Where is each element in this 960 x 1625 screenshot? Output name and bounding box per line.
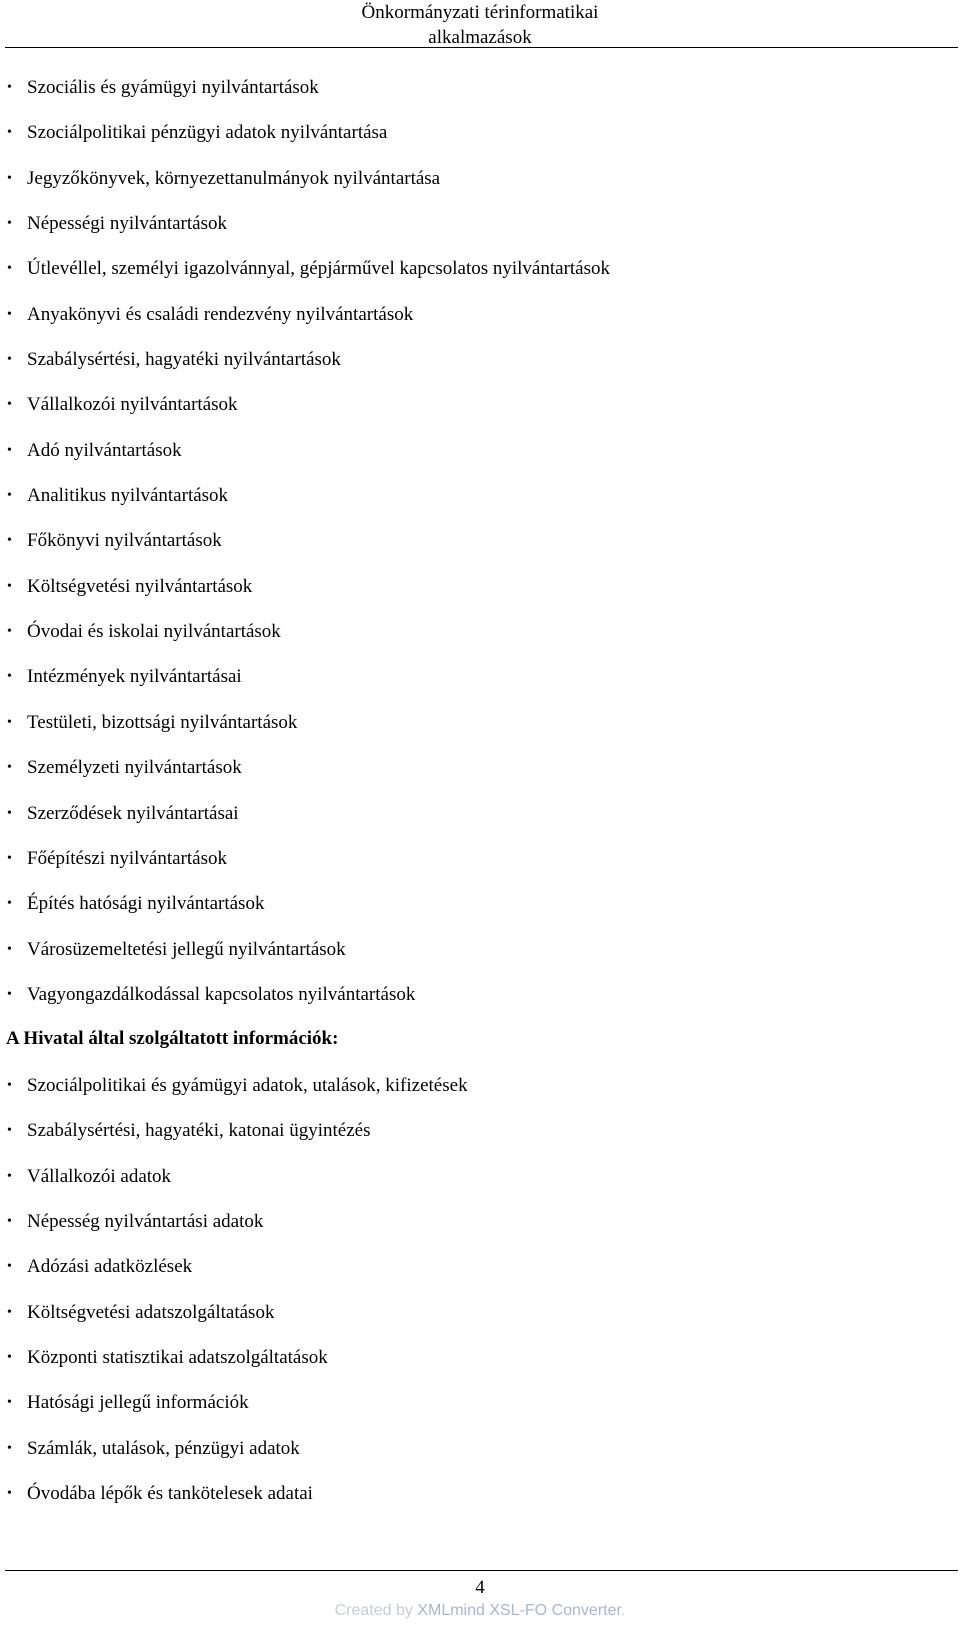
list-item [0, 927, 960, 972]
list-item-text: Szerződések nyilvántartásai [27, 802, 239, 824]
list-item-text: Szociálpolitikai pénzügyi adatok nyilvántartása [27, 122, 388, 144]
list-item [0, 881, 960, 926]
section-heading: A Hivatal által szolgáltatott információk: [6, 1028, 339, 1049]
bullet-marker: • [7, 1168, 12, 1184]
bullet-marker: • [7, 1350, 12, 1366]
list-item [0, 609, 960, 654]
bullet-marker: • [7, 125, 12, 141]
bullet-marker: • [7, 533, 12, 549]
list-item-text: Vállalkozói nyilvántartások [27, 394, 238, 416]
list-item-text: Számlák, utalások, pénzügyi adatok [27, 1437, 300, 1459]
list-item [0, 337, 960, 382]
list-item-text: Jegyzőkönyvek, környezettanulmányok nyilvántartása [27, 167, 441, 189]
list-item [0, 1108, 960, 1153]
list-item [0, 156, 960, 201]
list-item [0, 791, 960, 836]
bullet-marker: • [7, 986, 12, 1002]
list-item-text: Főkönyvi nyilvántartások [27, 530, 222, 552]
bullet-marker: • [7, 261, 12, 277]
list-item-text: Főépítészi nyilvántartások [27, 847, 227, 869]
bullet-marker: • [7, 216, 12, 232]
list-item [0, 972, 960, 1017]
list-item [0, 1290, 960, 1335]
list-item [0, 1244, 960, 1289]
bullet-marker: • [7, 170, 12, 186]
bullet-marker: • [7, 1486, 12, 1502]
bullet-marker: • [7, 896, 12, 912]
list-item-text: Óvodai és iskolai nyilvántartások [27, 621, 281, 643]
bullet-marker: • [7, 941, 12, 957]
list-item [0, 1154, 960, 1199]
list-item [0, 836, 960, 881]
bullet-marker: • [7, 1304, 12, 1320]
bullet-marker: • [7, 624, 12, 640]
list-item [0, 292, 960, 337]
records-list [0, 65, 960, 1017]
list-item [0, 700, 960, 745]
bullet-marker: • [7, 488, 12, 504]
list-item [0, 654, 960, 699]
bullet-marker: • [7, 397, 12, 413]
bullet-marker: • [7, 1123, 12, 1139]
list-item [0, 1335, 960, 1380]
running-header-line-2: alkalmazások [428, 27, 532, 48]
watermark-brand: XMLmind XSL-FO Converter [417, 1602, 621, 1619]
services-list [0, 1063, 960, 1516]
list-item [0, 1426, 960, 1471]
bullet-marker: • [7, 352, 12, 368]
bullet-marker: • [7, 850, 12, 866]
watermark-prefix: Created by [334, 1602, 418, 1619]
bullet-marker: • [7, 578, 12, 594]
list-item-text: Népességi nyilvántartások [27, 213, 227, 235]
list-item [0, 201, 960, 246]
converter-watermark [230, 1601, 730, 1621]
bullet-marker: • [7, 805, 12, 821]
bullet-marker: • [7, 1078, 12, 1093]
bullet-marker: • [7, 669, 12, 685]
list-item-text: Adó nyilvántartások [27, 439, 182, 461]
bullet-marker: • [7, 1259, 12, 1275]
list-item-text: Költségvetési nyilvántartások [27, 575, 253, 597]
list-item-text: Adózási adatközlések [27, 1256, 193, 1278]
list-item-text: Építés hatósági nyilvántartások [27, 893, 265, 915]
list-item-text: Vállalkozói adatok [27, 1165, 172, 1187]
running-header [330, 0, 630, 50]
list-item [0, 1063, 960, 1108]
list-item-text: Útlevéllel, személyi igazolvánnyal, gépjárművel kapcsolatos nyilvántartások [27, 258, 611, 280]
list-item [0, 1471, 960, 1516]
list-item [0, 1199, 960, 1244]
list-item-text: Hatósági jellegű információk [27, 1392, 249, 1414]
list-item [0, 564, 960, 609]
bullet-marker: • [7, 80, 12, 95]
list-item [0, 65, 960, 110]
list-item-text: Központi statisztikai adatszolgáltatások [27, 1347, 328, 1369]
list-item [0, 382, 960, 427]
list-item [0, 745, 960, 790]
list-item-text: Szociális és gyámügyi nyilvántartások [27, 77, 319, 98]
bullet-marker: • [7, 306, 12, 322]
bullet-marker: • [7, 1395, 12, 1411]
list-item-text: Vagyongazdálkodással kapcsolatos nyilvántartások [27, 983, 416, 1005]
list-item-text: Óvodába lépők és tankötelesek adatai [27, 1483, 313, 1505]
page-number: 4 [475, 1577, 485, 1598]
footer-divider [5, 1570, 958, 1571]
running-header-line-1: Önkormányzati térinformatikai [361, 2, 599, 23]
list-item [0, 246, 960, 291]
list-item-text: Testületi, bizottsági nyilvántartások [27, 711, 298, 733]
list-item [0, 110, 960, 155]
list-item-text: Szabálysértési, hagyatéki nyilvántartások [27, 349, 341, 371]
list-item [0, 473, 960, 518]
list-item-text: Személyzeti nyilvántartások [27, 757, 242, 779]
bullet-marker: • [7, 714, 12, 730]
bullet-marker: • [7, 1214, 12, 1230]
list-item [0, 518, 960, 563]
header-divider [5, 47, 958, 48]
list-item-text: Anyakönyvi és családi rendezvény nyilvántartások [27, 303, 414, 325]
bullet-marker: • [7, 442, 12, 458]
list-item-text: Költségvetési adatszolgáltatások [27, 1301, 275, 1323]
list-item [0, 428, 960, 473]
bullet-marker: • [7, 1440, 12, 1456]
list-item-text: Szociálpolitikai és gyámügyi adatok, utalások, kifizetések [27, 1075, 468, 1096]
list-item-text: Városüzemeltetési jellegű nyilvántartások [27, 938, 346, 960]
list-item-text: Intézmények nyilvántartásai [27, 666, 242, 688]
list-item-text: Szabálysértési, hagyatéki, katonai ügyintézés [27, 1120, 371, 1142]
list-item-text: Népesség nyilvántartási adatok [27, 1211, 264, 1233]
bullet-marker: • [7, 760, 12, 776]
list-item-text: Analitikus nyilvántartások [27, 485, 229, 507]
list-item [0, 1380, 960, 1425]
watermark-suffix: . [620, 1602, 626, 1619]
